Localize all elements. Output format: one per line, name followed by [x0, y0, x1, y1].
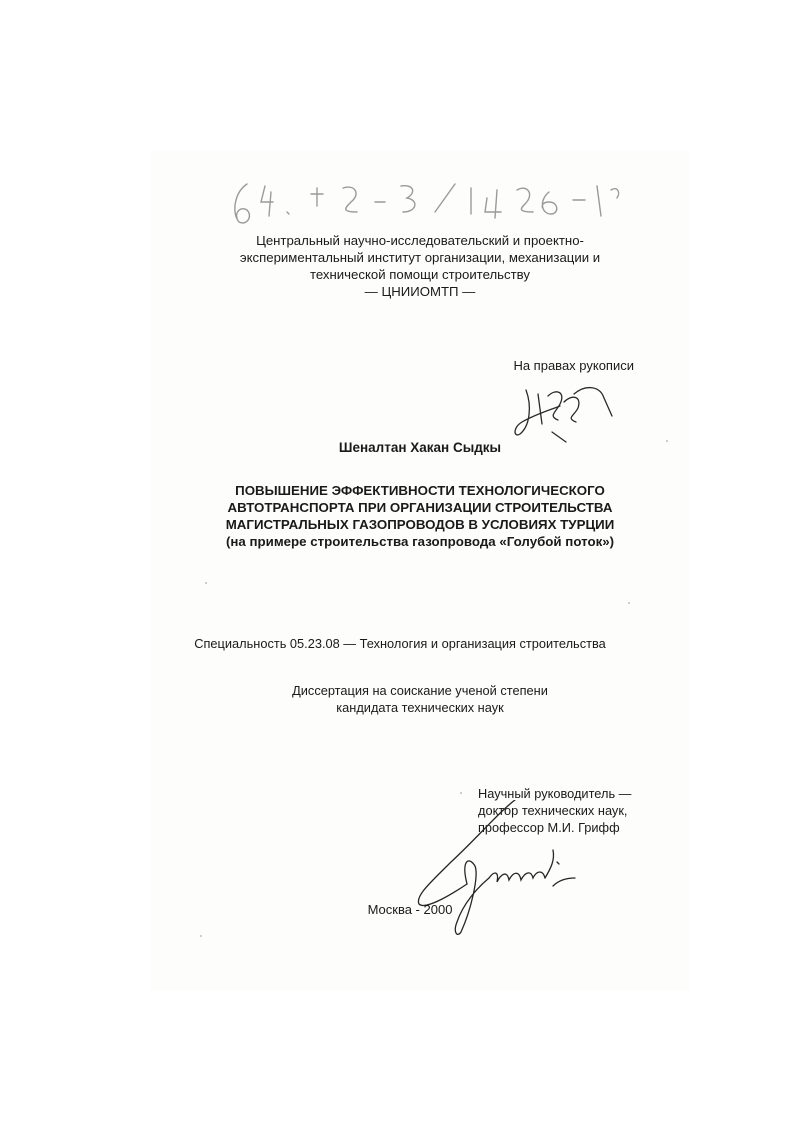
dissertation-title — [170, 482, 670, 550]
title-line-3: МАГИСТРАЛЬНЫХ ГАЗОПРОВОДОВ В УСЛОВИЯХ ТУРЦИИ — [225, 517, 615, 532]
supervisor-line-1: Научный руководитель — — [478, 786, 632, 801]
author-signature — [508, 376, 618, 446]
scan-speck — [200, 935, 202, 937]
author-name: Шеналтан Хакан Сыдкы — [338, 440, 502, 455]
institute-line-2: экспериментальный институт организации, механизации и — [239, 250, 601, 265]
supervisor-line-2: доктор технических наук, — [478, 803, 628, 818]
institute-line-3: технической помощи строительству — [310, 267, 530, 282]
scan-speck — [460, 792, 462, 794]
supervisor-signature — [405, 800, 595, 940]
city-year: Москва - 2000 — [367, 902, 453, 917]
title-line-4: (на примере строительства газопровода «Голубой поток») — [225, 534, 615, 549]
institute-block — [200, 232, 640, 300]
degree-statement — [220, 682, 620, 716]
institute-line-1: Центральный научно-исследовательский и проектно- — [256, 233, 584, 248]
degree-line-1: Диссертация на соискание ученой степени — [292, 683, 548, 698]
scan-speck — [205, 582, 207, 584]
specialty: Специальность 05.23.08 — Технология и организация строительства — [194, 636, 606, 651]
scan-speck — [666, 440, 668, 442]
degree-line-2: кандидата технических наук — [336, 700, 504, 715]
supervisor-line-3: профессор М.И. Грифф — [478, 820, 620, 835]
title-line-2: АВТОТРАНСПОРТА ПРИ ОРГАНИЗАЦИИ СТРОИТЕЛЬСТВА — [227, 500, 613, 515]
handwritten-code — [225, 172, 625, 232]
institute-abbreviation: — ЦНИИОМТП — — [364, 284, 476, 299]
manuscript-note: На правах рукописи — [513, 358, 634, 373]
title-line-1: ПОВЫШЕНИЕ ЭФФЕКТИВНОСТИ ТЕХНОЛОГИЧЕСКОГО — [235, 483, 605, 498]
scan-speck — [628, 602, 630, 604]
